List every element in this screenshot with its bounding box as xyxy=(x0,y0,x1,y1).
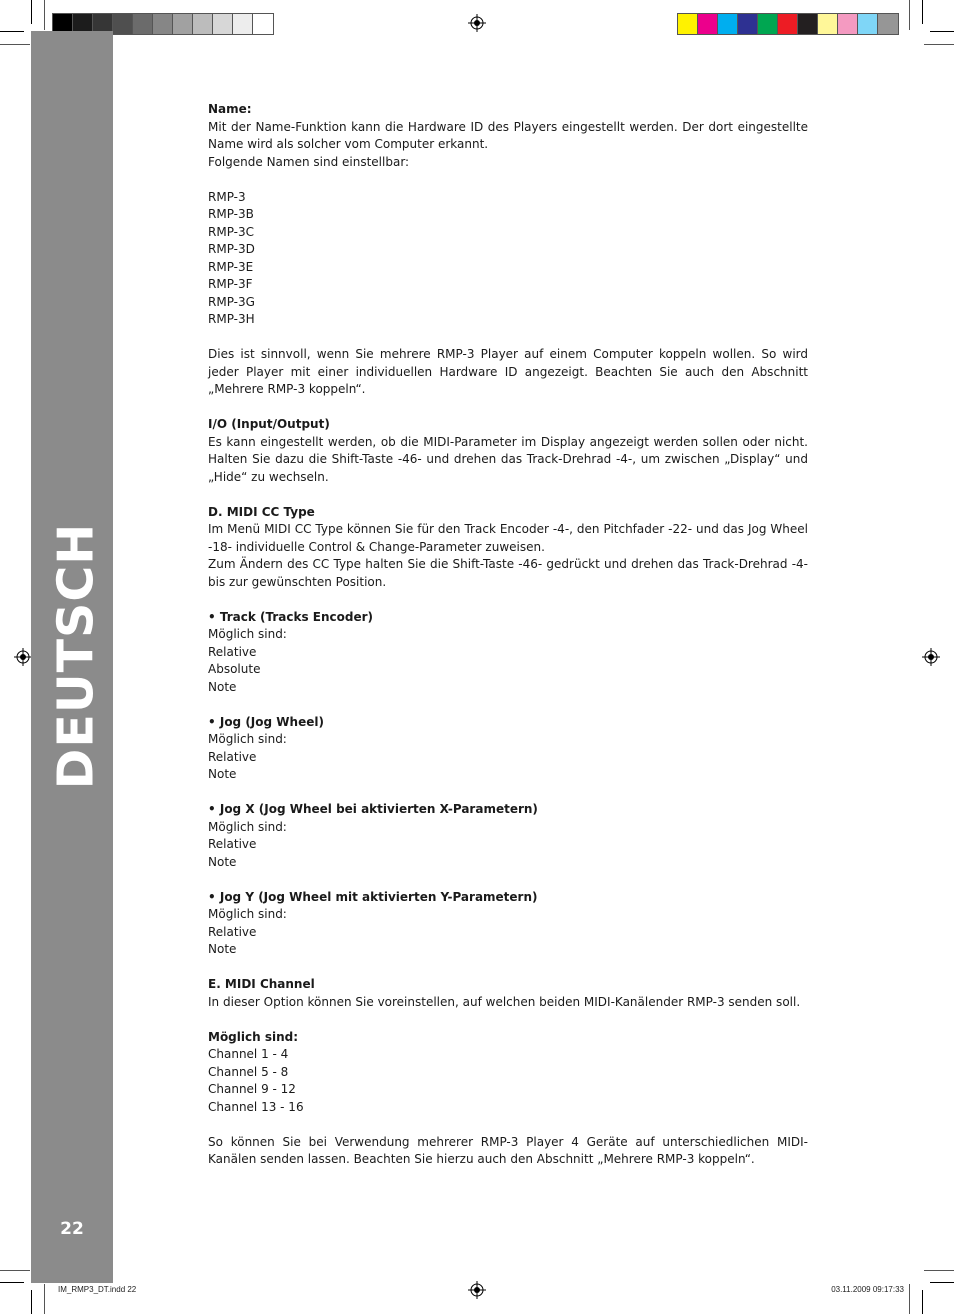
color-swatch xyxy=(798,14,818,34)
paragraph: So können Sie bei Verwendung mehrerer RMP-3 Player 4 Geräte auf unterschiedlichen MIDI-Kanälen senden lassen. Beachten Sie hierzu auch den Abschnitt „Mehrere RMP-3 koppeln“. xyxy=(208,1134,808,1166)
paragraph: Folgende Namen sind einstellbar: xyxy=(208,154,410,169)
timestamp-slug: 03.11.2009 09:17:33 xyxy=(831,1285,904,1294)
list-item: RMP-3 xyxy=(208,189,246,204)
color-swatch xyxy=(253,14,273,34)
section-heading: • Jog Y (Jog Wheel mit aktivierten Y-Parametern) xyxy=(208,889,538,904)
paragraph: Zum Ändern des CC Type halten Sie die Shift-Taste -46- gedrückt und drehen das Track-Drehrad -4- bis zur gewünschten Position. xyxy=(208,557,808,589)
list-item: RMP-3F xyxy=(208,277,253,291)
color-swatch xyxy=(818,14,838,34)
list-item: Channel 13 - 16 xyxy=(208,1099,304,1114)
crop-mark xyxy=(909,0,910,30)
page-number: 22 xyxy=(60,1219,84,1239)
section-heading: • Jog X (Jog Wheel bei aktivierten X-Parametern) xyxy=(208,802,538,816)
list-item: Relative xyxy=(208,924,257,939)
color-swatch xyxy=(878,14,898,34)
registration-mark-icon xyxy=(468,1281,486,1299)
file-slug: IM_RMP3_DT.indd 22 xyxy=(58,1285,137,1294)
color-swatch xyxy=(678,14,698,34)
paragraph: In dieser Option können Sie voreinstellen, auf welchen beiden MIDI-Kanälender RMP-3 senden soll. xyxy=(208,994,801,1009)
main-content xyxy=(208,101,808,1169)
list-item: Note xyxy=(208,942,237,956)
color-swatch xyxy=(738,14,758,34)
paragraph: Im Menü MIDI CC Type können Sie für den Track Encoder -4-, den Pitchfader -22- und das Jog Wheel -18- individuelle Control & Change-Parameter zuweisen. xyxy=(208,522,808,554)
color-calibration-bar xyxy=(677,13,899,35)
paragraph: Es kann eingestellt werden, ob die MIDI-Parameter im Display angezeigt werden sollen oder nicht. Halten Sie dazu die Shift-Taste -46- und drehen das Track-Drehrad -4-, um zwischen „Display“ und „Hide“ zu wechseln. xyxy=(208,434,808,484)
list-item: Channel 9 - 12 xyxy=(208,1082,296,1096)
color-swatch xyxy=(233,14,253,34)
crop-mark xyxy=(0,1270,30,1271)
crop-mark xyxy=(44,0,45,30)
paragraph: Möglich sind: xyxy=(208,732,287,746)
color-swatch xyxy=(173,14,193,34)
paragraph: Möglich sind: xyxy=(208,907,287,921)
list-item: Channel 1 - 4 xyxy=(208,1047,289,1061)
list-item: RMP-3G xyxy=(208,294,255,309)
list-item: Relative xyxy=(208,837,257,851)
color-swatch xyxy=(758,14,778,34)
paragraph: Möglich sind: xyxy=(208,819,287,834)
crop-mark xyxy=(924,44,954,45)
paragraph: Dies ist sinnvoll, wenn Sie mehrere RMP-3 Player auf einem Computer koppeln wollen. So wird jeder Player mit einer individuellen Hardware ID angezeigt. Beachten Sie auch den Abschnitt „Mehrere RMP-3 koppeln“. xyxy=(208,347,808,396)
list-item: Note xyxy=(208,854,237,869)
color-swatch xyxy=(153,14,173,34)
crop-mark xyxy=(924,1270,954,1271)
list-item: Note xyxy=(208,679,237,694)
name-list xyxy=(208,189,808,329)
section-heading: I/O (Input/Output) xyxy=(208,417,330,431)
color-swatch xyxy=(213,14,233,34)
color-swatch xyxy=(718,14,738,34)
crop-mark xyxy=(930,1282,954,1283)
crop-mark xyxy=(31,0,32,24)
list-item: Channel 5 - 8 xyxy=(208,1064,289,1079)
color-swatch xyxy=(193,14,213,34)
section-heading: • Track (Tracks Encoder) xyxy=(208,609,374,624)
paragraph: Mit der Name-Funktion kann die Hardware ID des Players eingestellt werden. Der dort eingestellte Name wird als solcher vom Computer erkannt. xyxy=(208,119,808,151)
paragraph: Möglich sind: xyxy=(208,627,287,641)
crop-mark xyxy=(922,1290,923,1314)
list-item: Note xyxy=(208,767,237,781)
registration-mark-icon xyxy=(468,14,486,32)
crop-mark xyxy=(0,31,24,32)
crop-mark xyxy=(31,1290,32,1314)
list-item: RMP-3H xyxy=(208,312,255,326)
section-heading: Name: xyxy=(208,102,252,116)
list-item: Absolute xyxy=(208,662,261,676)
registration-mark-icon xyxy=(922,648,940,666)
section-heading: • Jog (Jog Wheel) xyxy=(208,714,324,729)
color-swatch xyxy=(113,14,133,34)
crop-mark xyxy=(922,0,923,24)
color-swatch xyxy=(838,14,858,34)
crop-mark xyxy=(44,1284,45,1314)
list-item: RMP-3D xyxy=(208,242,255,256)
list-item: Relative xyxy=(208,644,257,659)
color-swatch xyxy=(133,14,153,34)
section-heading: D. MIDI CC Type xyxy=(208,504,315,519)
section-heading: E. MIDI Channel xyxy=(208,977,315,991)
color-swatch xyxy=(698,14,718,34)
color-swatch xyxy=(778,14,798,34)
section-heading: Möglich sind: xyxy=(208,1029,299,1044)
color-swatch xyxy=(858,14,878,34)
list-item: RMP-3B xyxy=(208,207,254,221)
list-item: RMP-3E xyxy=(208,259,254,274)
side-title: DEUTSCH xyxy=(47,522,105,790)
crop-mark xyxy=(909,1284,910,1314)
crop-mark xyxy=(0,1282,24,1283)
crop-mark xyxy=(930,31,954,32)
registration-mark-icon xyxy=(14,648,32,666)
crop-mark xyxy=(0,44,30,45)
list-item: RMP-3C xyxy=(208,224,255,239)
list-item: Relative xyxy=(208,749,257,764)
